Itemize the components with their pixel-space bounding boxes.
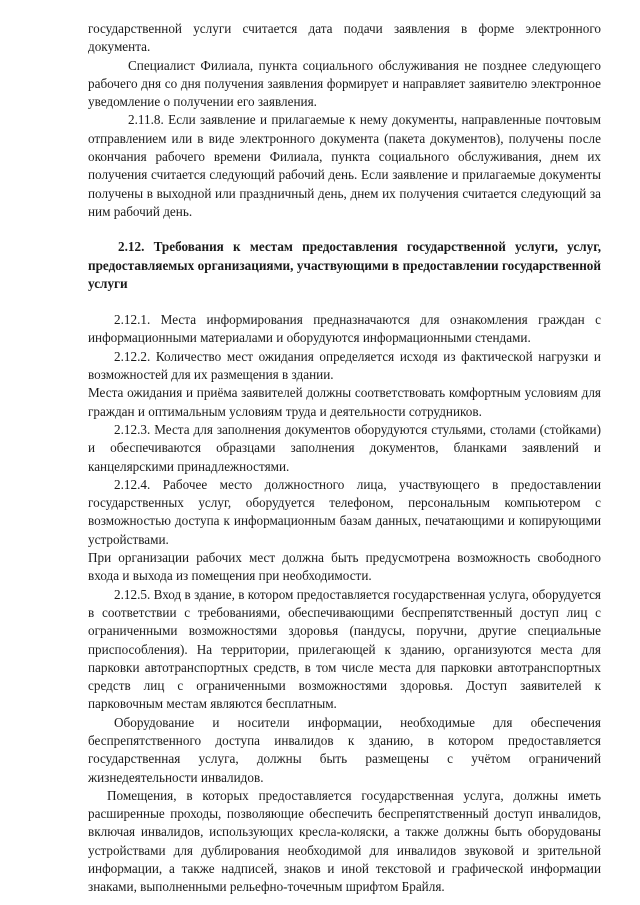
paragraph-2-12-3: 2.12.3. Места для заполнения документов оборудуются стульями, столами (стойками) и обеспечиваются образцами заполнения документов, бланками заявлений и канцелярскими принадлежностями.	[88, 421, 601, 474]
document-page	[88, 20, 601, 897]
paragraph-2-12-4: 2.12.4. Рабочее место должностного лица, участвующего в предоставлении государственных услуг, оборудуется телефоном, персональным компьютером с возможностью доступа к информационным базам данных, печатающими и копирующими устройствами.	[88, 476, 601, 547]
section-heading-2-12: 2.12. Требования к местам предоставления государственной услуги, услуг, предоставляемых организациями, участвующими в предоставлении государственной услуги	[88, 239, 601, 291]
paragraph-2-12-5: 2.12.5. Вход в здание, в котором предоставляется государственная услуга, оборудуется в соответствии с требованиями, обеспечивающими беспрепятственный доступ лиц с ограниченными возможностями здоровья (пандусы, поручни, другие специальные приспособления). На территории, прилегающей к зданию, организуются места для парковки автотранспортных средств, в том числе места для парковки автотранспортных средств лиц с ограниченными возможностями здоровья. Доступ заявителей к парковочным местам являются бесплатным.	[88, 586, 601, 712]
paragraph-2-12-2: 2.12.2. Количество мест ожидания определяется исходя из фактической нагрузки и возможностей для их размещения в здании.	[88, 348, 601, 383]
spacer	[88, 293, 601, 311]
paragraph-continuation: государственной услуги считается дата подачи заявления в форме электронного документа.	[88, 21, 601, 55]
paragraph-2-11-8: 2.11.8. Если заявление и прилагаемые к нему документы, направленные почтовым отправлением или в виде электронного документа (пакета документов), получены после окончания рабочего времени Филиала, пункта социального обслуживания, днем их получения считается следующий рабочий день. Если заявление и прилагаемые документы получены в выходной или праздничный день, днем их получения считается следующий за ним рабочий день.	[88, 112, 601, 219]
spacer	[88, 221, 601, 238]
paragraph-waiting-places: Места ожидания и приёма заявителей должны соответствовать комфортным условиям для граждан и оптимальным условиям труда и деятельности сотрудников.	[88, 385, 601, 419]
paragraph-notification: Специалист Филиала, пункта социального обслуживания не позднее следующего рабочего дня со дня получения заявления формирует и направляет заявителю электронное уведомление о получении его заявления.	[88, 57, 601, 110]
paragraph-equipment: Оборудование и носители информации, необходимые для обеспечения беспрепятственного доступа инвалидов к зданию, в котором предоставляется государственная услуга, должны быть размещены с учётом ограничений жизнедеятельности инвалидов.	[88, 714, 601, 785]
paragraph-2-12-1: 2.12.1. Места информирования предназначаются для ознакомления граждан с информационными материалами и оборудуются информационными стендами.	[88, 312, 601, 346]
paragraph-workplaces: При организации рабочих мест должна быть предусмотрена возможность свободного входа и выхода из помещения при необходимости.	[88, 550, 601, 584]
paragraph-premises: Помещения, в которых предоставляется государственная услуга, должны иметь расширенные проходы, позволяющие обеспечить беспрепятственный доступ инвалидов, включая инвалидов, использующих кресла-коляски, а также должны быть оборудованы устройствами для дублирования необходимой для инвалидов звуковой и зрительной информации, а также надписей, знаков и иной текстовой и графической информации знаками, выполненными рельефно-точечным шрифтом Брайля.	[88, 787, 601, 895]
